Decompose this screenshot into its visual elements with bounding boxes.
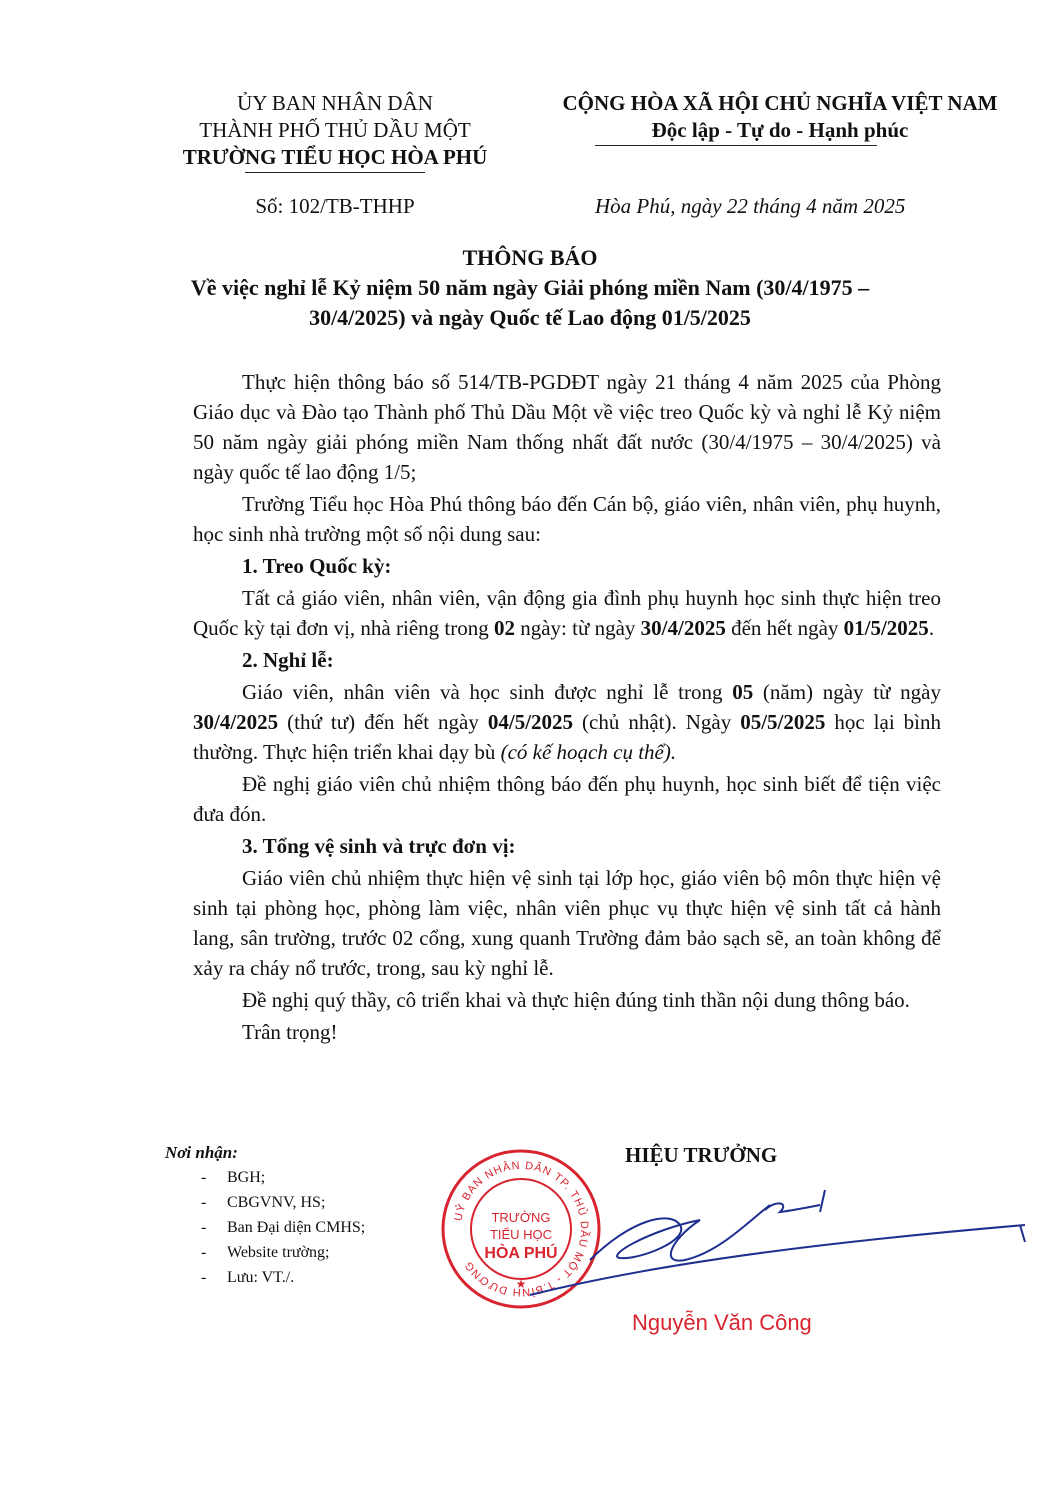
svg-text:TRƯỜNG: TRƯỜNG [491,1210,551,1225]
signer-title: HIỆU TRƯỞNG [625,1143,778,1167]
section-3-heading: 3. Tổng vệ sinh và trực đơn vị: [242,834,516,858]
paragraph-reference: Thực hiện thông báo số 514/TB-PGDĐT ngày 21 tháng 4 năm 2025 của Phòng Giáo dục và Đào tạo Thành phố Thủ Dầu Một về việc treo Quốc kỳ và nghỉ lễ Kỷ niệm 50 năm ngày giải phóng miền Nam thống nhất đất nước (30/4/1975 – 30/4/2025) và ngày quốc tế lao động 1/5; [193,370,941,484]
section-1-heading: 1. Treo Quốc kỳ: [242,554,392,578]
section-2-text: Giáo viên, nhân viên và học sinh được nghỉ lễ trong 05 (năm) ngày từ ngày 30/4/2025 (thứ tư) đến hết ngày 04/5/2025 (chủ nhật). Ngày 05/5/2025 học lại bình thường. Thực hiện triển khai dạy bù (có kế hoạch cụ thể). [193,680,941,764]
recipient-item: - CBGVNV, HS; [165,1190,365,1215]
section-2-note: Đề nghị giáo viên chủ nhiệm thông báo đến phụ huynh, học sinh biết để tiện việc đưa đón. [193,772,941,826]
section-3-text: Giáo viên chủ nhiệm thực hiện vệ sinh tại lớp học, giáo viên bộ môn thực hiện vệ sinh tại phòng học, phòng làm việc, nhân viên phục vụ thực hiện vệ sinh tất cả hành lang, sân trường, trước 02 cổng, xung quanh Trường đảm bảo sạch sẽ, an toàn không để xảy ra cháy nổ trước, trong, sau kỳ nghỉ lễ. [193,866,941,980]
recipients-block [165,1140,365,1290]
svg-text:TIỂU HỌC: TIỂU HỌC [489,1227,553,1242]
motto-underline [595,145,877,146]
signer-name: Nguyễn Văn Công [632,1310,812,1335]
issuing-authority [150,90,520,171]
section-2-heading: 2. Nghỉ lễ: [242,648,334,672]
authority-line-2: THÀNH PHỐ THỦ DẦU MỘT [199,118,471,142]
recipient-item: - Website trường; [165,1240,365,1265]
recipient-item: - Ban Đại diện CMHS; [165,1215,365,1240]
recipients-label: Nơi nhận: [165,1143,238,1162]
document-number: Số: 102/TB-THHP [255,194,415,218]
paragraph-intro: Trường Tiểu học Hòa Phú thông báo đến Cán bộ, giáo viên, nhân viên, phụ huynh, học sinh nhà trường một số nội dung sau: [193,492,941,546]
national-header [520,90,1040,144]
section-1-text: Tất cả giáo viên, nhân viên, vận động gia đình phụ huynh học sinh thực hiện treo Quốc kỳ tại đơn vị, nhà riêng trong 02 ngày: từ ngày 30/4/2025 đến hết ngày 01/5/2025. [193,586,941,640]
svg-text:★: ★ [515,1277,527,1291]
recipients-list [165,1165,365,1290]
document-title [130,243,930,333]
left-header-underline [245,172,425,173]
recipient-item: - Lưu: VT./. [165,1265,365,1290]
title-subject-line-1: Về việc nghỉ lễ Kỷ niệm 50 năm ngày Giải phóng miền Nam (30/4/1975 – [190,275,870,300]
recipient-item: - BGH; [165,1165,365,1190]
country-name: CỘNG HÒA XÃ HỘI CHỦ NGHĨA VIỆT NAM [562,91,998,115]
school-name: TRƯỜNG TIỂU HỌC HÒA PHÚ [182,145,488,169]
title-main: THÔNG BÁO [462,245,598,270]
svg-text:HÒA PHÚ: HÒA PHÚ [484,1245,558,1262]
title-subject-line-2: 30/4/2025) và ngày Quốc tế Lao động 01/5/2025 [309,305,751,330]
authority-line-1: ỦY BAN NHÂN DÂN [237,91,433,115]
closing-greeting: Trân trọng! [242,1020,338,1044]
place-date: Hòa Phú, ngày 22 tháng 4 năm 2025 [595,194,906,218]
document-body [193,367,941,1049]
paragraph-request: Đề nghị quý thầy, cô triển khai và thực hiện đúng tinh thần nội dung thông báo. [242,988,910,1012]
svg-text:UỶ BAN NHÂN DÂN TP. THỦ DẦU MỘ: UỶ BAN NHÂN DÂN TP. THỦ DẦU MỘT - T.BÌNH DƯƠNG [452,1159,591,1299]
motto: Độc lập - Tự do - Hạnh phúc [651,118,909,142]
handwritten-signature [520,1180,1030,1320]
